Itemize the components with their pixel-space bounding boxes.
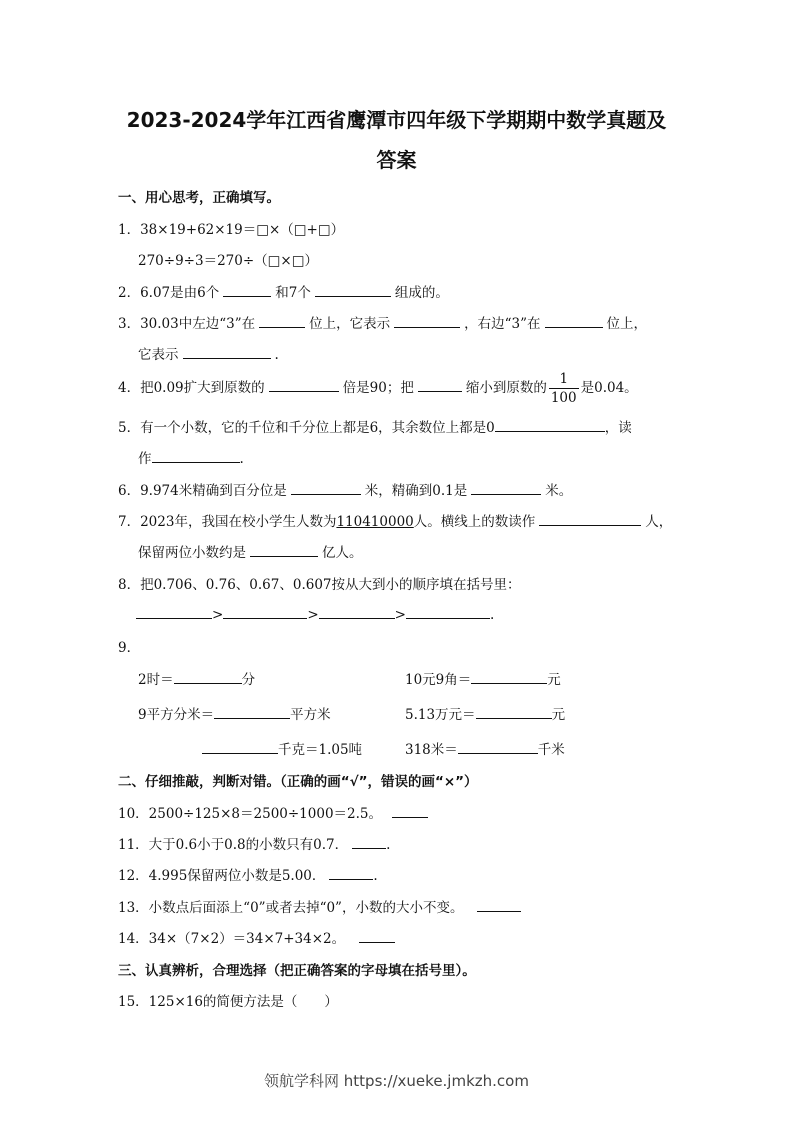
q3-text-f: .: [274, 347, 279, 363]
q9-item-label: 318米＝: [405, 742, 458, 758]
answer-blank[interactable]: [352, 834, 386, 849]
question-10: [118, 802, 432, 822]
q2-text-c: 组成的。: [394, 285, 449, 301]
question-1-line-2: 270÷9÷3＝270÷（□×□）: [138, 253, 318, 269]
question-7-line-2: [138, 541, 363, 561]
q10-text: 10．2500÷125×8＝2500÷1000＝2.5。: [118, 806, 383, 822]
q4-text-c: 缩小到原数的: [465, 380, 547, 396]
answer-blank[interactable]: [545, 313, 603, 328]
answer-blank[interactable]: [319, 604, 395, 619]
footer-watermark: 领航学科网 https://xueke.jmkzh.com: [264, 1072, 529, 1090]
q3-text-c: ，右边“3”在: [464, 316, 541, 332]
question-8-line-1: 8．把0.706、0.76、0.67、0.607按从大到小的顺序填在括号里：: [118, 577, 521, 593]
q6-text-b: 米，精确到0.1是: [364, 483, 468, 499]
question-8-line-2: [136, 604, 494, 623]
q5-text-b: ，读: [604, 420, 632, 436]
q5-text-d: .: [239, 451, 244, 467]
answer-blank[interactable]: [250, 542, 318, 557]
answer-blank[interactable]: [269, 377, 339, 392]
question-2: [118, 281, 449, 301]
answer-blank[interactable]: [223, 604, 307, 619]
q3-text-a: 3．30.03中左边“3”在: [118, 316, 256, 332]
q11-text: 11．大于0.6小于0.8的小数只有0.7．: [118, 837, 349, 853]
q9-item-unit: 分: [241, 672, 256, 688]
q4-text-b: 倍是90；把: [342, 380, 414, 396]
answer-blank[interactable]: [392, 803, 428, 818]
q9-item: [138, 703, 331, 723]
q12-text: 12．4.995保留两位小数是5.00．: [118, 868, 326, 884]
question-11: [118, 833, 390, 853]
q11-end: .: [386, 837, 391, 853]
q12-end: .: [373, 868, 378, 884]
q7-text-c: 人，: [645, 514, 673, 530]
fraction-denominator: 100: [550, 390, 577, 406]
question-4: [118, 370, 638, 407]
answer-blank[interactable]: [495, 417, 605, 432]
title-line-1: 2023-2024学年江西省鹰潭市四年级下学期期中数学真题及: [126, 108, 667, 132]
q9-item-label: 5.13万元＝: [405, 707, 476, 723]
q9-item-unit: 元: [547, 672, 561, 688]
answer-blank[interactable]: [359, 928, 395, 943]
section-1-heading: 一、用心思考，正确填写。: [118, 190, 280, 206]
q9-item-unit: 元: [551, 707, 566, 723]
q9-item-unit: 千克＝1.05吨: [278, 742, 363, 758]
question-6: [118, 479, 572, 499]
answer-blank[interactable]: [394, 313, 460, 328]
answer-blank[interactable]: [476, 704, 552, 719]
answer-blank[interactable]: [214, 704, 290, 719]
q9-item-label: 10元9角＝: [405, 672, 472, 688]
q5-text-a: 5．有一个小数，它的千位和千分位上都是6，其余数位上都是0: [118, 420, 495, 436]
section-3-heading: 三、认真辨析，合理选择（把正确答案的字母填在括号里）。: [118, 963, 476, 979]
question-9: 9．: [118, 640, 141, 656]
q7-underlined-number: 110410000: [336, 514, 414, 530]
answer-blank[interactable]: [477, 897, 521, 912]
q2-text-b: 和7个: [275, 285, 311, 301]
q14-text: 14．34×（7×2）＝34×7+34×2。: [118, 931, 346, 947]
answer-blank[interactable]: [315, 282, 391, 297]
question-15: 15．125×16的简便方法是（ ）: [118, 994, 338, 1010]
question-5-line-1: [118, 416, 632, 436]
answer-blank[interactable]: [259, 313, 305, 328]
answer-blank[interactable]: [174, 669, 242, 684]
q9-item: [405, 738, 565, 758]
q9-item-unit: 平方米: [290, 707, 331, 723]
q9-item: [138, 668, 255, 688]
q4-text-d: 是0.04。: [580, 380, 638, 396]
q9-item-label: 2时＝: [138, 672, 174, 688]
q2-text-a: 2．6.07是由6个: [118, 285, 220, 301]
q4-text-a: 4．把0.09扩大到原数的: [118, 380, 265, 396]
q7-text-a: 7．2023年，我国在校小学生人数为: [118, 514, 337, 530]
greater-than-sign: >: [212, 607, 224, 623]
q7-text-e: 亿人。: [322, 545, 363, 561]
q3-text-e: 它表示: [138, 347, 179, 363]
question-3-line-2: [138, 343, 279, 363]
question-14: [118, 927, 399, 947]
answer-blank[interactable]: [136, 604, 212, 619]
answer-blank[interactable]: [471, 480, 541, 495]
q8-end: .: [489, 607, 495, 623]
answer-blank[interactable]: [539, 511, 641, 526]
answer-blank[interactable]: [418, 377, 462, 392]
q9-item-label: 9平方分米＝: [138, 707, 215, 723]
section-2-heading: 二、仔细推敲，判断对错。（正确的画“√”，错误的画“×”）: [118, 774, 478, 790]
question-13: [118, 896, 525, 916]
answer-blank[interactable]: [183, 344, 271, 359]
q7-text-b: 人。横线上的数读作: [413, 514, 536, 530]
answer-blank[interactable]: [458, 739, 538, 754]
q6-text-c: 米。: [545, 483, 573, 499]
fraction: [549, 370, 579, 407]
answer-blank[interactable]: [471, 669, 547, 684]
question-1-line-1: 1．38×19+62×19＝□×（□+□）: [118, 222, 345, 238]
q9-item: [405, 668, 561, 688]
answer-blank[interactable]: [152, 448, 240, 463]
q7-text-d: 保留两位小数约是: [138, 545, 246, 561]
document-title: [60, 100, 733, 180]
q5-text-c: 作: [138, 451, 152, 467]
q3-text-b: 位上，它表示: [309, 316, 391, 332]
question-3-line-1: [118, 312, 647, 332]
fraction-numerator: 1: [549, 370, 579, 389]
answer-blank[interactable]: [202, 739, 278, 754]
answer-blank[interactable]: [329, 865, 373, 880]
answer-blank[interactable]: [223, 282, 271, 297]
q6-text-a: 6．9.974米精确到百分位是: [118, 483, 287, 499]
greater-than-sign: >: [394, 607, 406, 623]
q9-item: [405, 703, 565, 723]
q9-item: [202, 738, 362, 758]
question-12: [118, 864, 378, 884]
q3-text-d: 位上，: [606, 316, 648, 332]
q13-text: 13．小数点后面添上“0”或者去掉“0”，小数的大小不变。: [118, 900, 464, 916]
question-7-line-1: [118, 510, 672, 530]
q9-item-unit: 千米: [537, 742, 565, 758]
answer-blank[interactable]: [291, 480, 361, 495]
answer-blank[interactable]: [406, 604, 490, 619]
greater-than-sign: >: [307, 607, 319, 623]
title-line-2: 答案: [376, 148, 417, 172]
question-5-line-2: [138, 447, 244, 467]
